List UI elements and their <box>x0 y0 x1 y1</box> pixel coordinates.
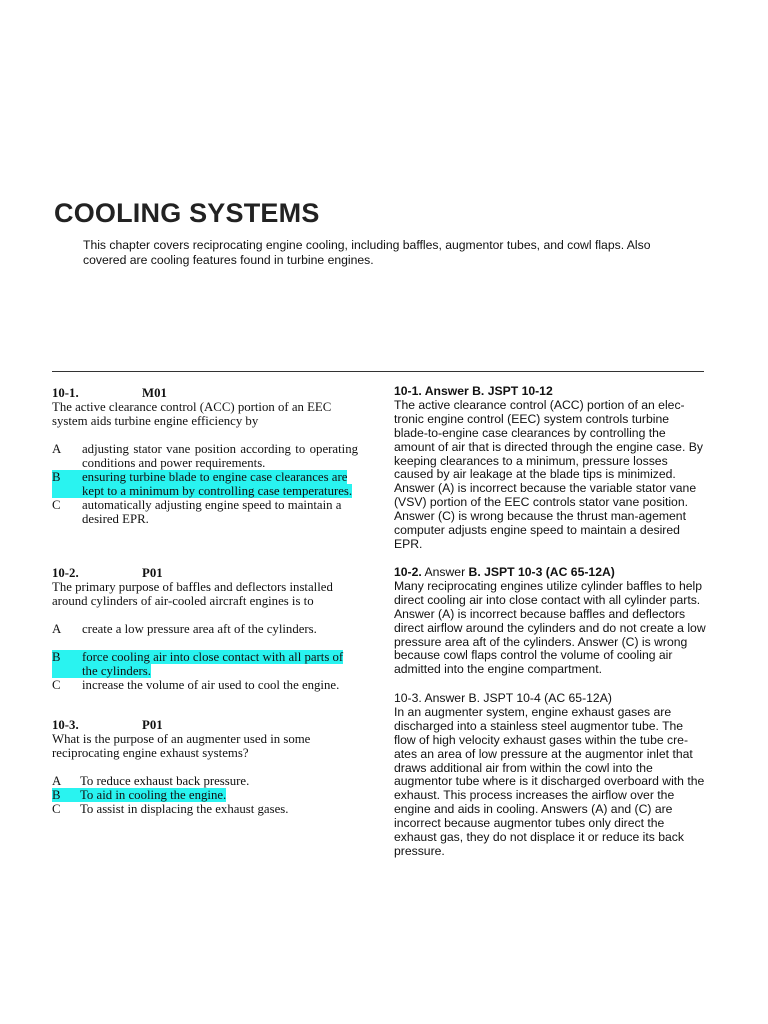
question-text: What is the purpose of an augmenter used in some reciprocating engine exhaust systems? <box>52 732 311 760</box>
answer-heading <box>394 566 706 580</box>
question-10-3 <box>52 718 358 816</box>
question-10-1 <box>52 386 358 526</box>
question-10-2 <box>52 566 358 692</box>
answer-text: In an augmenter system, engine exhaust gases are discharged into a stainless steel augmentor tube. The flow of high velocity exhaust gases within the tube cre-ates an area of low pressure at the augmentor inlet that draws additional air from within the cowl into the augmentor tube where is it discharged overboard with the exhaust. This process increases the airflow over the engine and aids in cooling. Answers (A) and (C) are incorrect because augmentor tubes only direct the exhaust gas, they do not displace it or reduce its back pressure. <box>394 704 705 858</box>
answer-heading-number: 10-2. <box>394 565 422 579</box>
option-text: To assist in displacing the exhaust gases. <box>80 802 289 816</box>
answer-heading: 10-3. Answer B. JSPT 10-4 (AC 65-12A) <box>394 691 612 705</box>
question-number: 10-1. <box>52 386 79 400</box>
answer-10-1 <box>394 385 706 552</box>
option-b-highlighted <box>52 650 358 678</box>
answer-heading-reference: B. JSPT 10-3 (AC 65-12A) <box>468 565 615 579</box>
answer-text: The active clearance control (ACC) portion of an elec-tronic engine control (EEC) system controls turbine blade-to-engine case clearances by controlling the amount of air that is directed through the engine case. By keeping clearances to a minimum, pressure losses caused by air leakage at the blade tips is minimized. Answer (A) is incorrect because the variable stator vane (VSV) portion of the EEC controls stator vane position. Answer (C) is wrong because the thrust man-agement computer adjusts engine speed to maintain a desired EPR. <box>394 397 703 551</box>
option-letter: A <box>52 442 62 456</box>
option-c <box>52 678 358 692</box>
question-code: P01 <box>142 566 163 580</box>
question-code: M01 <box>142 386 167 400</box>
option-a <box>52 622 358 636</box>
option-text: adjusting stator vane position according to operating conditions and power requirements. <box>82 442 358 470</box>
option-text: increase the volume of air used to cool the engine. <box>82 678 340 692</box>
option-text: To aid in cooling the engine. <box>80 788 227 802</box>
question-text: The active clearance control (ACC) portion of an EEC system aids turbine engine efficiency by <box>52 400 332 428</box>
answer-heading-label: Answer <box>421 565 469 579</box>
answer-heading-text: 10-1. Answer B. JSPT 10-12 <box>394 384 553 398</box>
chapter-intro: This chapter covers reciprocating engine cooling, including baffles, augmentor tubes, and cowl flaps. Also covered are cooling features found in turbine engines. <box>83 238 651 267</box>
option-c <box>52 802 358 816</box>
option-a <box>52 774 358 788</box>
option-text: To reduce exhaust back pressure. <box>80 774 250 788</box>
option-b-highlighted <box>52 788 358 802</box>
section-divider <box>52 371 704 372</box>
answer-heading <box>394 385 706 399</box>
option-a <box>52 442 358 470</box>
question-number: 10-3. <box>52 718 79 732</box>
option-text: automatically adjusting engine speed to maintain a desired EPR. <box>82 498 342 526</box>
option-letter: B <box>52 650 82 678</box>
answer-10-3 <box>394 692 706 859</box>
option-text: ensuring turbine blade to engine case clearances are kept to a minimum by controlling case temperatures. <box>82 470 353 498</box>
option-b-highlighted <box>52 470 358 498</box>
question-code: P01 <box>142 718 163 732</box>
option-text: create a low pressure area aft of the cylinders. <box>82 622 317 636</box>
option-letter: A <box>52 622 62 636</box>
answer-10-2 <box>394 566 706 677</box>
option-text: force cooling air into close contact with all parts of the cylinders. <box>82 650 344 678</box>
option-letter: B <box>52 470 82 498</box>
option-letter: C <box>52 678 61 692</box>
option-c <box>52 498 358 526</box>
option-letter: C <box>52 498 61 512</box>
option-letter: C <box>52 802 61 816</box>
option-letter: A <box>52 774 62 788</box>
answer-text: Many reciprocating engines utilize cylinder baffles to help direct cooling air into close contact with all cylinder parts. Answer (A) is incorrect because baffles and deflectors direct airflow around the cylinders and do not create a low pressure area aft of the cylinders. Answer (C) is wrong because cowl flaps control the volume of cooling air admitted into the engine compartment. <box>394 578 706 677</box>
question-text: The primary purpose of baffles and deflectors installed around cylinders of air-cooled aircraft engines is to <box>52 580 333 608</box>
option-letter: B <box>52 788 61 802</box>
chapter-title: COOLING SYSTEMS <box>54 198 320 228</box>
question-number: 10-2. <box>52 566 79 580</box>
